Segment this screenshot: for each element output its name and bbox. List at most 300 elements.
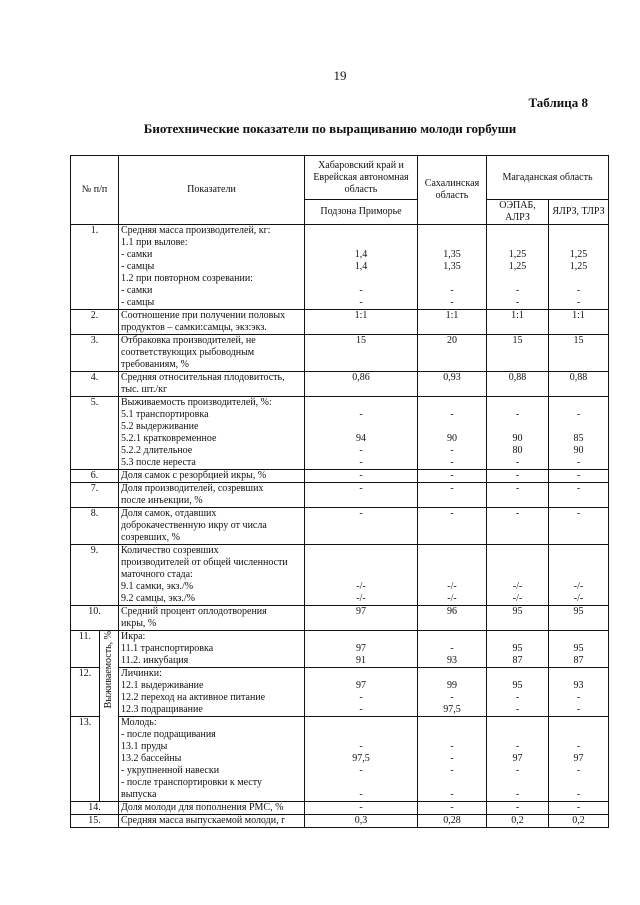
value-cell	[549, 470, 609, 483]
value-cell	[305, 545, 418, 606]
cell-line: -	[450, 297, 454, 308]
cell-line: 91	[356, 655, 366, 666]
cell-line: 85	[573, 433, 584, 444]
cell-line: -	[359, 409, 363, 420]
header-magadan: Магаданская область	[487, 156, 609, 200]
cell-line: Выживаемость производителей, %:	[121, 397, 272, 408]
cell-line: 5.3 после нереста	[121, 457, 196, 468]
value-cell	[487, 508, 549, 545]
indicator-cell	[119, 470, 305, 483]
cell-line	[307, 631, 415, 643]
cell-line: -	[450, 483, 454, 494]
cell-line: Средний процент оплодотворения	[121, 606, 267, 617]
cell-line: 11.1 транспортировка	[121, 643, 214, 654]
cell-line: 80	[512, 445, 523, 456]
table-row	[71, 668, 609, 717]
cell-line: 1:1	[445, 310, 459, 321]
cell-line	[489, 668, 546, 680]
cell-line	[307, 421, 415, 433]
table-row	[71, 508, 609, 545]
table-row	[71, 310, 609, 335]
cell-line	[489, 421, 546, 433]
value-cell	[549, 483, 609, 508]
cell-line: 15	[356, 335, 366, 346]
cell-line: 5.1 транспортировка	[121, 409, 209, 420]
value-cell	[487, 335, 549, 372]
value-cell	[487, 606, 549, 631]
cell-line	[551, 557, 606, 569]
value-cell	[305, 606, 418, 631]
cell-line	[489, 631, 546, 643]
cell-line: созревших, %	[121, 532, 180, 543]
cell-line	[307, 273, 415, 285]
indicator-cell	[119, 483, 305, 508]
cell-line	[551, 569, 606, 581]
cell-line: -	[576, 692, 581, 703]
value-cell	[305, 470, 418, 483]
header-magadan-sub1: ОЭПАБ, АЛРЗ	[487, 200, 549, 225]
cell-line: -/-	[447, 593, 457, 604]
value-cell	[418, 397, 487, 470]
value-cell	[549, 717, 609, 802]
cell-line	[307, 545, 415, 557]
cell-line: 1,25	[569, 249, 588, 260]
cell-line: 1,4	[354, 249, 368, 260]
survival-side-label	[100, 631, 119, 802]
value-cell	[305, 372, 418, 397]
value-cell	[487, 397, 549, 470]
value-cell	[305, 815, 418, 828]
cell-line: -/-	[356, 581, 366, 592]
cell-line: -	[450, 802, 454, 813]
cell-line: - самцы	[121, 297, 155, 308]
cell-line: -	[359, 789, 363, 800]
value-cell	[549, 508, 609, 545]
cell-line: -	[576, 409, 581, 420]
cell-line: -	[576, 470, 581, 481]
cell-line: 5.2 выдерживание	[121, 421, 199, 432]
cell-line: - после транспортировки к месту	[121, 777, 262, 788]
cell-line	[489, 569, 546, 581]
cell-line	[489, 397, 546, 409]
cell-line: -	[359, 457, 363, 468]
value-cell	[418, 631, 487, 668]
indicator-cell	[119, 668, 305, 717]
indicator-cell	[119, 631, 305, 668]
table-row	[71, 815, 609, 828]
row-number: 7.	[71, 483, 119, 508]
cell-line: -/-	[447, 581, 457, 592]
cell-line: -	[576, 285, 581, 296]
biotech-table	[70, 155, 609, 828]
cell-line: -	[450, 753, 454, 764]
cell-line	[420, 569, 484, 581]
cell-line	[420, 729, 484, 741]
cell-line: 0,3	[354, 815, 368, 826]
cell-line: 11.2. инкубация	[121, 655, 189, 666]
cell-line: -	[576, 802, 581, 813]
cell-line: -	[450, 765, 454, 776]
cell-line	[420, 557, 484, 569]
value-cell	[549, 668, 609, 717]
cell-line: 1.1 при вылове:	[121, 237, 188, 248]
value-cell	[487, 470, 549, 483]
cell-line: производителей от общей численности	[121, 557, 288, 568]
indicator-cell	[119, 372, 305, 397]
cell-line: - укрупненной навески	[121, 765, 220, 776]
cell-line	[307, 225, 415, 237]
value-cell	[305, 483, 418, 508]
cell-line: -	[515, 508, 520, 519]
row-number: 4.	[71, 372, 119, 397]
cell-line	[489, 545, 546, 557]
page-number: 19	[333, 68, 347, 83]
cell-line: 1,25	[508, 249, 527, 260]
value-cell	[418, 310, 487, 335]
cell-line	[420, 397, 484, 409]
cell-line: -	[515, 704, 520, 715]
cell-line: 0,88	[569, 372, 588, 383]
cell-line: -	[450, 508, 454, 519]
cell-line: -	[515, 409, 520, 420]
value-cell	[549, 397, 609, 470]
cell-line: -	[450, 409, 454, 420]
cell-line: 97	[573, 753, 584, 764]
cell-line	[489, 717, 546, 729]
cell-line: 90	[512, 433, 523, 444]
header-num: № п/п	[71, 156, 119, 225]
cell-line	[307, 237, 415, 249]
cell-line: 95	[512, 643, 523, 654]
row-number: 11.	[71, 631, 100, 668]
cell-line: выпуска	[121, 789, 157, 800]
cell-line	[551, 237, 606, 249]
cell-line	[551, 729, 606, 741]
cell-line: -/-	[573, 593, 584, 604]
cell-line: -	[576, 508, 581, 519]
cell-line: -	[515, 483, 520, 494]
value-cell	[305, 631, 418, 668]
row-number: 12.	[71, 668, 100, 717]
cell-line: -	[450, 445, 454, 456]
cell-line	[420, 717, 484, 729]
value-cell	[305, 225, 418, 310]
cell-line	[307, 397, 415, 409]
cell-line: 20	[447, 335, 457, 346]
cell-line: - после подращивания	[121, 729, 216, 740]
row-number: 13.	[71, 717, 100, 802]
table-row	[71, 606, 609, 631]
value-cell	[549, 225, 609, 310]
table-row	[71, 470, 609, 483]
value-cell	[418, 545, 487, 606]
indicator-cell	[119, 606, 305, 631]
cell-line	[307, 777, 415, 789]
value-cell	[487, 225, 549, 310]
table-row	[71, 225, 609, 310]
cell-line	[420, 421, 484, 433]
value-cell	[418, 606, 487, 631]
value-cell	[305, 717, 418, 802]
cell-line: 97	[356, 606, 366, 617]
cell-line: Доля молоди для пополнения РМС, %	[121, 802, 284, 813]
document-title: Биотехнические показатели по выращиванию молоди горбуши	[143, 121, 517, 136]
indicator-cell	[119, 397, 305, 470]
value-cell	[418, 717, 487, 802]
cell-line: 90	[447, 433, 457, 444]
cell-line: 1:1	[354, 310, 368, 321]
cell-line	[551, 397, 606, 409]
cell-line	[489, 225, 546, 237]
value-cell	[418, 802, 487, 815]
cell-line: 87	[573, 655, 584, 666]
table-row	[71, 372, 609, 397]
cell-line: 0,86	[352, 372, 370, 383]
row-number: 14.	[71, 802, 119, 815]
value-cell	[418, 225, 487, 310]
cell-line: 13.1 пруды	[121, 741, 168, 752]
cell-line: -	[450, 692, 454, 703]
cell-line: Молодь:	[121, 717, 157, 728]
cell-line	[551, 777, 606, 789]
cell-line	[489, 777, 546, 789]
cell-line: 1,25	[508, 261, 527, 272]
value-cell	[418, 483, 487, 508]
cell-line: 94	[356, 433, 366, 444]
table-row	[71, 397, 609, 470]
cell-line: доброкачественную икру от числа	[121, 520, 267, 531]
indicator-cell	[119, 545, 305, 606]
cell-line: 1.2 при повторном созревании:	[121, 273, 253, 284]
cell-line: -	[576, 297, 581, 308]
cell-line: Доля самок с резорбцией икры, %	[121, 470, 267, 481]
cell-line: - самки	[121, 249, 153, 260]
cell-line: -	[359, 483, 363, 494]
cell-line	[551, 421, 606, 433]
cell-line: -	[515, 789, 520, 800]
cell-line: -	[515, 297, 520, 308]
cell-line	[420, 237, 484, 249]
cell-line: -	[359, 445, 363, 456]
cell-line: 0,28	[443, 815, 461, 826]
value-cell	[487, 802, 549, 815]
value-cell	[487, 483, 549, 508]
table-row	[71, 631, 609, 668]
cell-line: -	[515, 765, 520, 776]
cell-line	[420, 225, 484, 237]
cell-line: икры, %	[121, 618, 157, 629]
cell-line: -	[359, 704, 363, 715]
cell-line: 12.2 переход на активное питание	[121, 692, 266, 703]
cell-line: тыс. шт./кг	[121, 384, 168, 395]
value-cell	[305, 310, 418, 335]
cell-line	[307, 557, 415, 569]
cell-line: - самцы	[121, 261, 155, 272]
cell-line: -	[359, 741, 363, 752]
cell-line	[420, 631, 484, 643]
value-cell	[487, 631, 549, 668]
cell-line	[489, 273, 546, 285]
row-number: 10.	[71, 606, 119, 631]
cell-line: 90	[573, 445, 584, 456]
cell-line: 97	[512, 753, 523, 764]
cell-line: 97	[356, 680, 366, 691]
header-khabarovsk-sub: Подзона Приморье	[305, 200, 418, 225]
cell-line: -	[450, 285, 454, 296]
cell-line: 5.2.1 кратковременное	[121, 433, 217, 444]
cell-line: 97,5	[443, 704, 461, 715]
cell-line: 87	[512, 655, 523, 666]
cell-line: -/-	[356, 593, 366, 604]
cell-line: 1,35	[443, 261, 461, 272]
value-cell	[305, 397, 418, 470]
table-row	[71, 802, 609, 815]
cell-line: -	[359, 285, 363, 296]
cell-line: соответствующих рыбоводным	[121, 347, 255, 358]
row-number: 6.	[71, 470, 119, 483]
row-number: 5.	[71, 397, 119, 470]
cell-line: -/-	[512, 581, 523, 592]
cell-line	[551, 717, 606, 729]
cell-line	[489, 729, 546, 741]
cell-line: -	[359, 470, 363, 481]
cell-line	[551, 668, 606, 680]
cell-line: 95	[512, 680, 523, 691]
value-cell	[549, 372, 609, 397]
cell-line	[307, 729, 415, 741]
cell-line: -	[515, 802, 520, 813]
cell-line: - самки	[121, 285, 153, 296]
survival-side-text: Выживаемость, %	[103, 631, 114, 709]
indicator-cell	[119, 310, 305, 335]
cell-line: Средняя масса производителей, кг:	[121, 225, 271, 236]
cell-line	[420, 545, 484, 557]
cell-line: 9.1 самки, экз./%	[121, 581, 194, 592]
cell-line: 1,25	[569, 261, 588, 272]
row-number: 8.	[71, 508, 119, 545]
cell-line: Количество созревших	[121, 545, 219, 556]
value-cell	[418, 335, 487, 372]
value-cell	[549, 310, 609, 335]
cell-line: 99	[447, 680, 457, 691]
cell-line: -/-	[573, 581, 584, 592]
cell-line	[420, 273, 484, 285]
cell-line: 0,2	[511, 815, 524, 826]
row-number: 15.	[71, 815, 119, 828]
cell-line: 0,93	[443, 372, 461, 383]
value-cell	[549, 815, 609, 828]
value-cell	[549, 335, 609, 372]
cell-line: -	[450, 789, 454, 800]
cell-line: -	[576, 741, 581, 752]
cell-line: 1,4	[354, 261, 368, 272]
table-label: Таблица 8	[528, 95, 588, 110]
cell-line: 93	[573, 680, 584, 691]
value-cell	[418, 508, 487, 545]
cell-line: 9.2 самцы, экз./%	[121, 593, 195, 604]
cell-line	[551, 225, 606, 237]
row-number: 3.	[71, 335, 119, 372]
cell-line: маточного стада:	[121, 569, 193, 580]
cell-line: Отбраковка производителей, не	[121, 335, 256, 346]
cell-line: -	[359, 765, 363, 776]
cell-line: -	[359, 802, 363, 813]
table-row	[71, 335, 609, 372]
cell-line	[307, 569, 415, 581]
value-cell	[305, 508, 418, 545]
header-sakhalin: Сахалинская область	[418, 156, 487, 225]
cell-line: Средняя относительная плодовитость,	[121, 372, 285, 383]
cell-line: -	[576, 765, 581, 776]
row-number: 1.	[71, 225, 119, 310]
indicator-cell	[119, 717, 305, 802]
value-cell	[487, 372, 549, 397]
cell-line: 12.1 выдерживание	[121, 680, 204, 691]
cell-line: 1:1	[511, 310, 524, 321]
value-cell	[305, 335, 418, 372]
cell-line: Личинки:	[121, 668, 162, 679]
indicator-cell	[119, 225, 305, 310]
cell-line: 95	[512, 606, 523, 617]
value-cell	[549, 802, 609, 815]
cell-line	[307, 668, 415, 680]
cell-line: -	[450, 470, 454, 481]
value-cell	[305, 802, 418, 815]
cell-line: -	[515, 285, 520, 296]
header-indicators: Показатели	[119, 156, 305, 225]
cell-line: -	[515, 457, 520, 468]
cell-line: -	[576, 457, 581, 468]
value-cell	[549, 545, 609, 606]
cell-line	[551, 545, 606, 557]
cell-line	[420, 668, 484, 680]
cell-line: 97,5	[352, 753, 370, 764]
header-khabarovsk: Хабаровский край и Еврейская автономная область	[305, 156, 418, 200]
cell-line: -	[450, 643, 454, 654]
row-number: 2.	[71, 310, 119, 335]
cell-line: 1:1	[572, 310, 585, 321]
cell-line: -	[576, 789, 581, 800]
cell-line: -	[450, 457, 454, 468]
value-cell	[418, 372, 487, 397]
cell-line: 15	[512, 335, 523, 346]
cell-line: -	[515, 741, 520, 752]
table-body	[71, 225, 609, 828]
value-cell	[487, 717, 549, 802]
cell-line: 95	[573, 643, 584, 654]
cell-line: -	[359, 692, 363, 703]
cell-line	[551, 631, 606, 643]
cell-line: -	[359, 508, 363, 519]
cell-line: -/-	[512, 593, 523, 604]
cell-line: -	[515, 470, 520, 481]
indicator-cell	[119, 335, 305, 372]
cell-line	[489, 237, 546, 249]
cell-line: 95	[573, 606, 584, 617]
cell-line: 13.2 бассейны	[121, 753, 182, 764]
value-cell	[487, 815, 549, 828]
cell-line: 0,88	[508, 372, 527, 383]
value-cell	[549, 631, 609, 668]
cell-line	[307, 717, 415, 729]
cell-line: -	[359, 297, 363, 308]
cell-line: 12.3 подращивание	[121, 704, 203, 715]
cell-line: 15	[573, 335, 584, 346]
cell-line: -	[450, 741, 454, 752]
cell-line: Соотношение при получении половых	[121, 310, 286, 321]
cell-line: -	[515, 692, 520, 703]
cell-line	[420, 777, 484, 789]
